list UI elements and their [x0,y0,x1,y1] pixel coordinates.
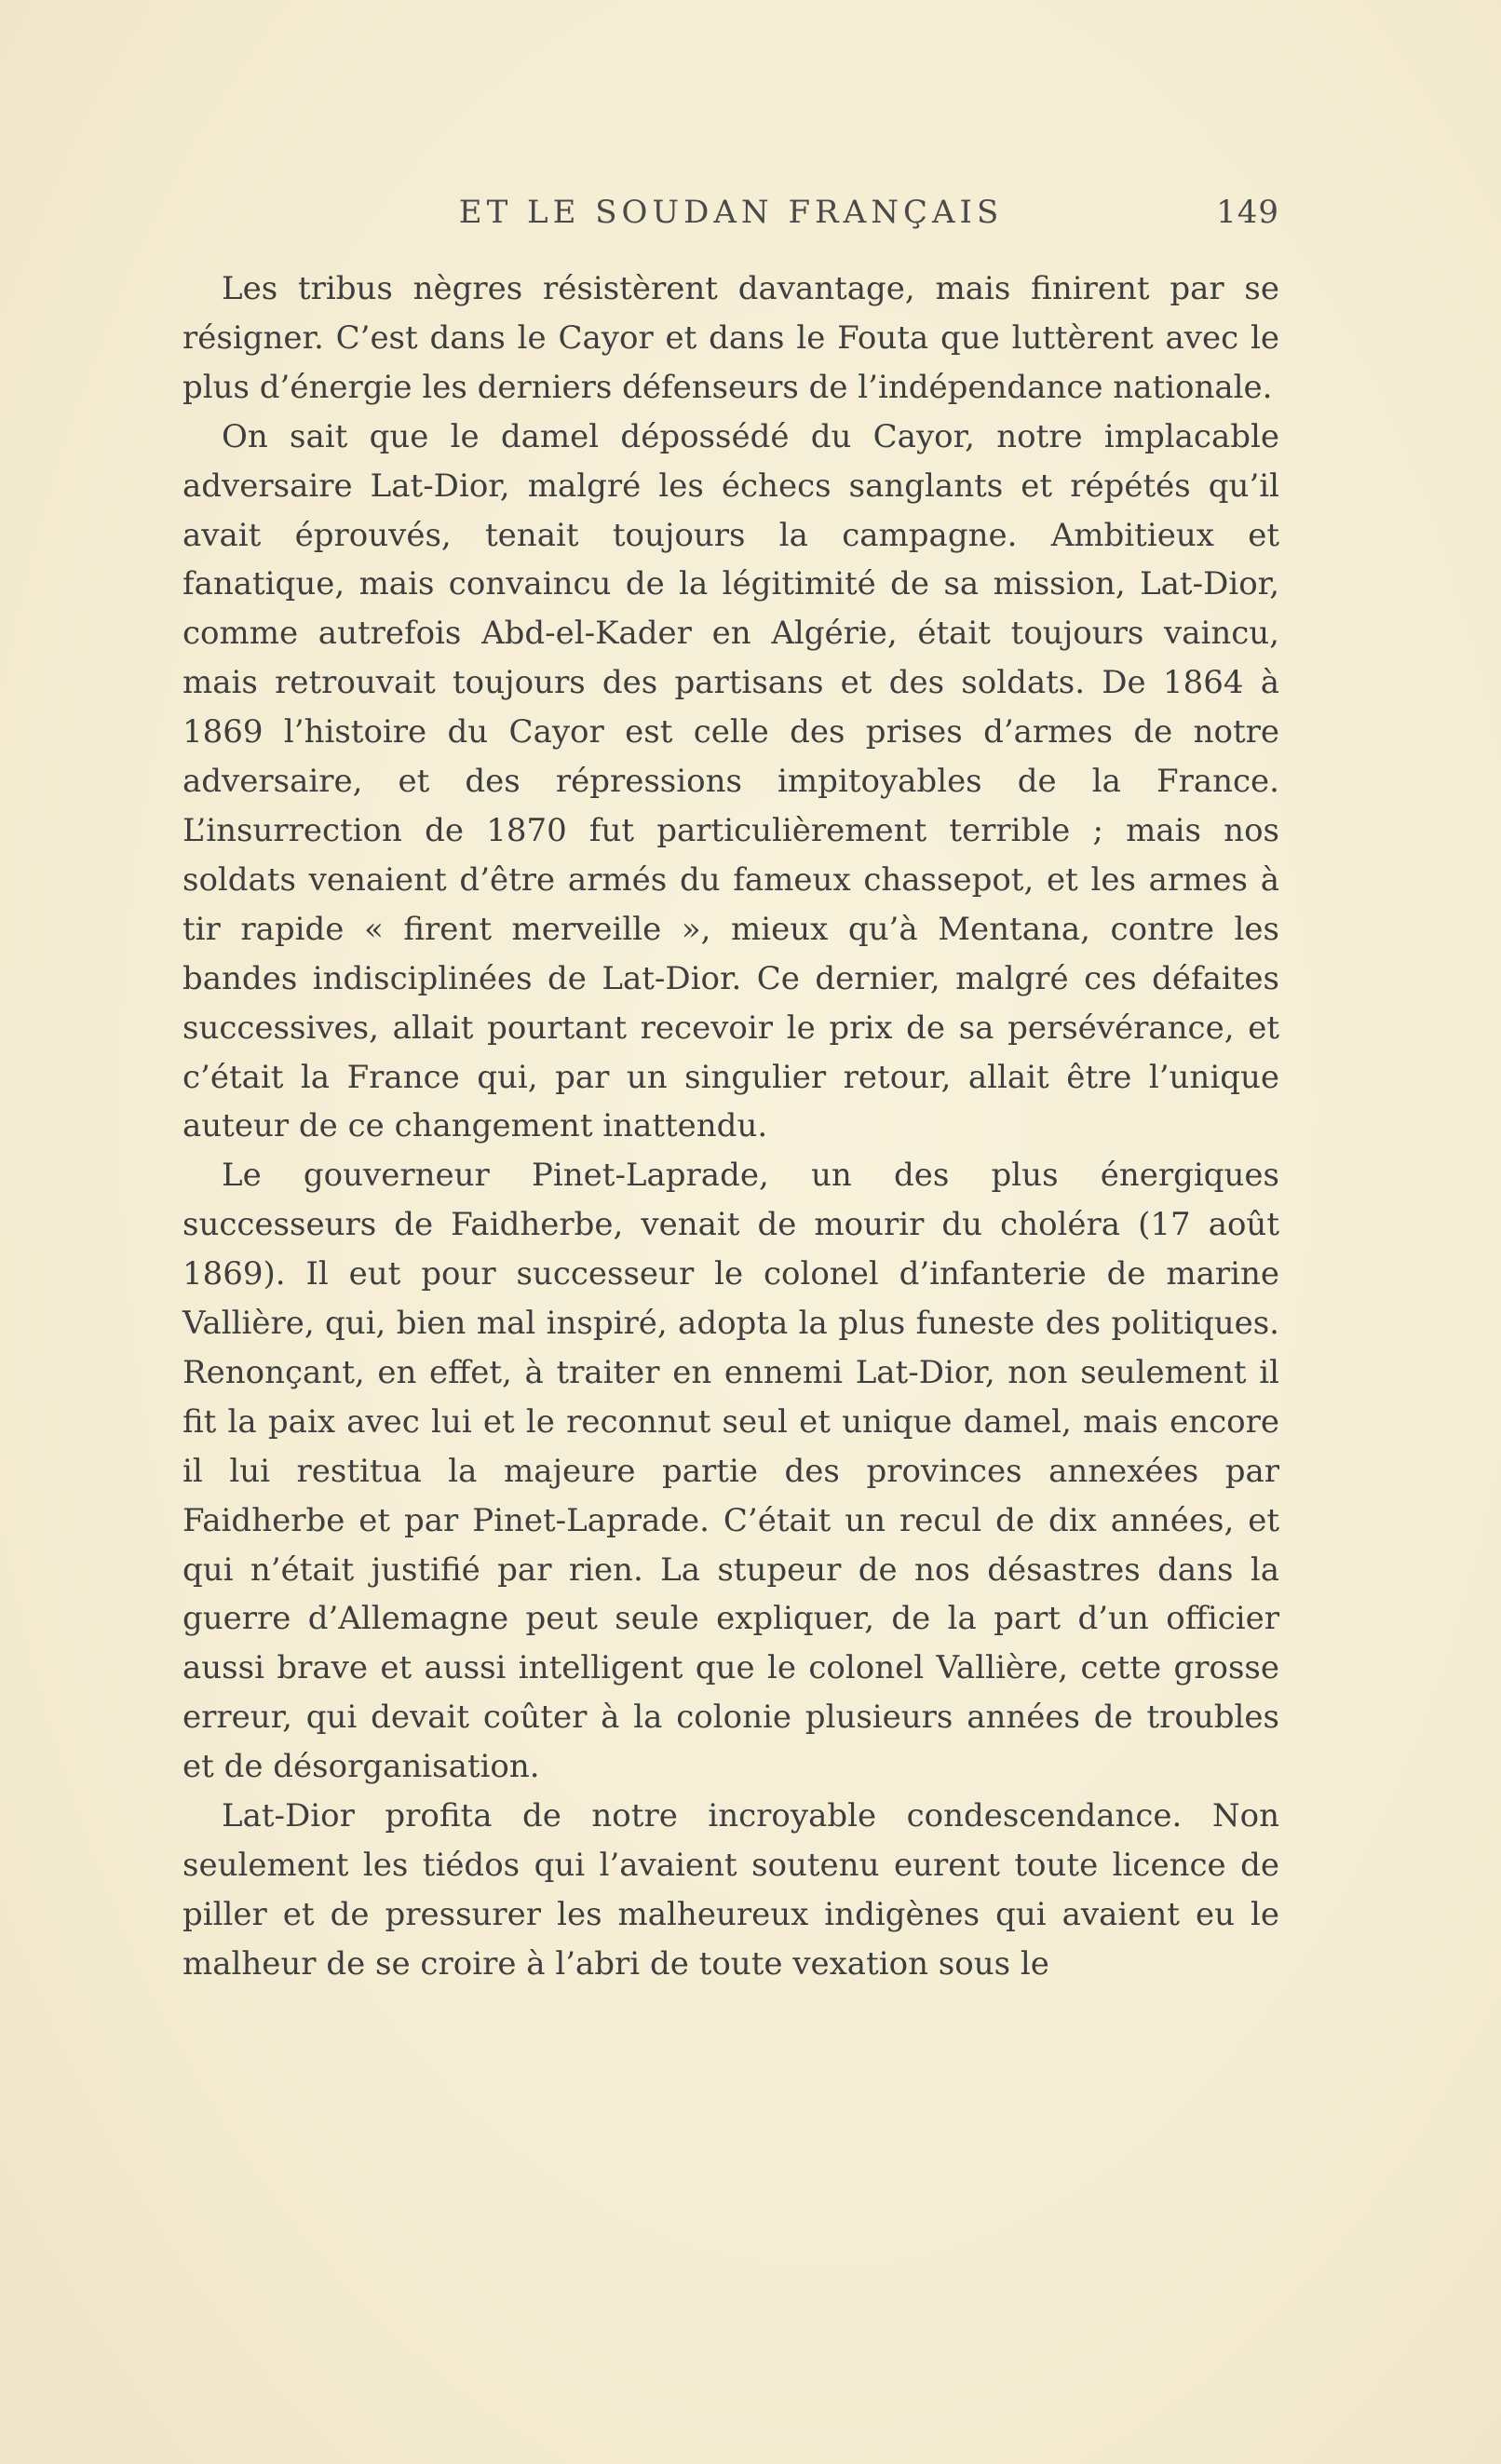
running-title: ET LE SOUDAN FRANÇAIS [458,194,1004,231]
body-text [183,264,1279,1989]
page-number: 149 [1216,194,1279,231]
paragraph: Le gouverneur Pinet-Laprade, un des plus énergiques successeurs de Faidherbe, venait de mourir du choléra (17 août 1869). Il eut pour successeur le colonel d’infanterie de marine Vallière, qui, bien mal inspiré, adopta la plus funeste des politiques. Renonçant, en effet, à traiter en ennemi Lat-Dior, non seulement il fit la paix avec lui et le reconnut seul et unique damel, mais encore il lui restitua la majeure partie des provinces annexées par Faidherbe et par Pinet-Laprade. C’était un recul de dix années, et qui n’était justifié par rien. La stupeur de nos désastres dans la guerre d’Allemagne peut seule expliquer, de la part d’un officier aussi brave et aussi intelligent que le colonel Vallière, cette grosse erreur, qui devait coûter à la colonie plusieurs années de troubles et de désorganisation. [183,1157,1279,1786]
paragraph: On sait que le damel dépossédé du Cayor, notre implacable adversaire Lat-Dior, malgré les échecs sanglants et répétés qu’il avait éprouvés, tenait toujours la campagne. Ambitieux et fanatique, mais convaincu de la légitimité de sa mission, Lat-Dior, comme autrefois Abd-el-Kader en Algérie, était toujours vaincu, mais retrouvait toujours des partisans et des soldats. De 1864 à 1869 l’histoire du Cayor est celle des prises d’armes de notre adversaire, et des répressions impitoyables de la France. L’insurrection de 1870 fut particulièrement terrible ; mais nos soldats venaient d’être armés du fameux chassepot, et les armes à tir rapide « firent merveille », mieux qu’à Mentana, contre les bandes indisciplinées de Lat-Dior. Ce dernier, malgré ces défaites successives, allait pourtant recevoir le prix de sa persévérance, et c’était la France qui, par un singulier retour, allait être l’unique auteur de ce changement inattendu. [183,417,1279,1145]
paragraph: Lat-Dior profita de notre incroyable condescendance. Non seulement les tiédos qui l’avaient soutenu eurent toute licence de piller et de pressurer les malheureux indigènes qui avaient eu le malheur de se croire à l’abri de toute vexation sous le [183,1797,1279,1983]
paragraph: Les tribus nègres résistèrent davantage, mais finirent par se résigner. C’est dans le Cayor et dans le Fouta que luttèrent avec le plus d’énergie les derniers défenseurs de l’indépendance nationale. [183,270,1279,406]
page-header [183,192,1279,238]
